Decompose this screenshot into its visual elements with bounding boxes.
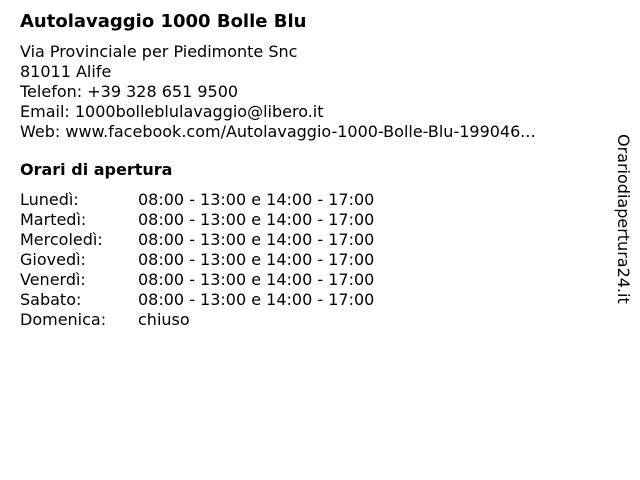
hours-row-sunday: [20, 310, 605, 330]
hours-time: 08:00 - 13:00 e 14:00 - 17:00: [138, 290, 375, 309]
hours-day: Giovedì:: [20, 250, 86, 269]
hours-row-wednesday: [20, 230, 605, 250]
hours-time: 08:00 - 13:00 e 14:00 - 17:00: [138, 250, 375, 269]
hours-row-thursday: [20, 250, 605, 270]
business-name: Autolavaggio 1000 Bolle Blu: [20, 11, 307, 32]
hours-time: 08:00 - 13:00 e 14:00 - 17:00: [138, 230, 375, 249]
hours-day: Venerdì:: [20, 270, 86, 289]
hours-row-saturday: [20, 290, 605, 310]
site-watermark-label: Orariodiapertura24.it: [614, 134, 633, 304]
hours-time: 08:00 - 13:00 e 14:00 - 17:00: [138, 270, 375, 289]
hours-time: 08:00 - 13:00 e 14:00 - 17:00: [138, 190, 375, 209]
hours-day: Martedì:: [20, 210, 87, 229]
business-card: [20, 10, 605, 330]
hours-row-monday: [20, 190, 605, 210]
opening-hours-title: Orari di apertura: [20, 160, 173, 179]
hours-day: Domenica:: [20, 310, 107, 329]
hours-day: Lunedì:: [20, 190, 79, 209]
phone-line[interactable]: Telefon: +39 328 651 9500: [20, 82, 239, 101]
hours-day: Sabato:: [20, 290, 82, 309]
email-line[interactable]: Email: 1000bolleblulavaggio@libero.it: [20, 102, 324, 121]
hours-row-tuesday: [20, 210, 605, 230]
website-line[interactable]: Web: www.facebook.com/Autolavaggio-1000-Bolle-Blu-199046...: [20, 122, 536, 141]
hours-row-friday: [20, 270, 605, 290]
city-line: 81011 Alife: [20, 62, 112, 81]
opening-hours-list: [20, 190, 605, 330]
hours-time: chiuso: [138, 310, 190, 329]
address-line: Via Provinciale per Piedimonte Snc: [20, 42, 298, 61]
hours-day: Mercoledì:: [20, 230, 103, 249]
hours-time: 08:00 - 13:00 e 14:00 - 17:00: [138, 210, 375, 229]
